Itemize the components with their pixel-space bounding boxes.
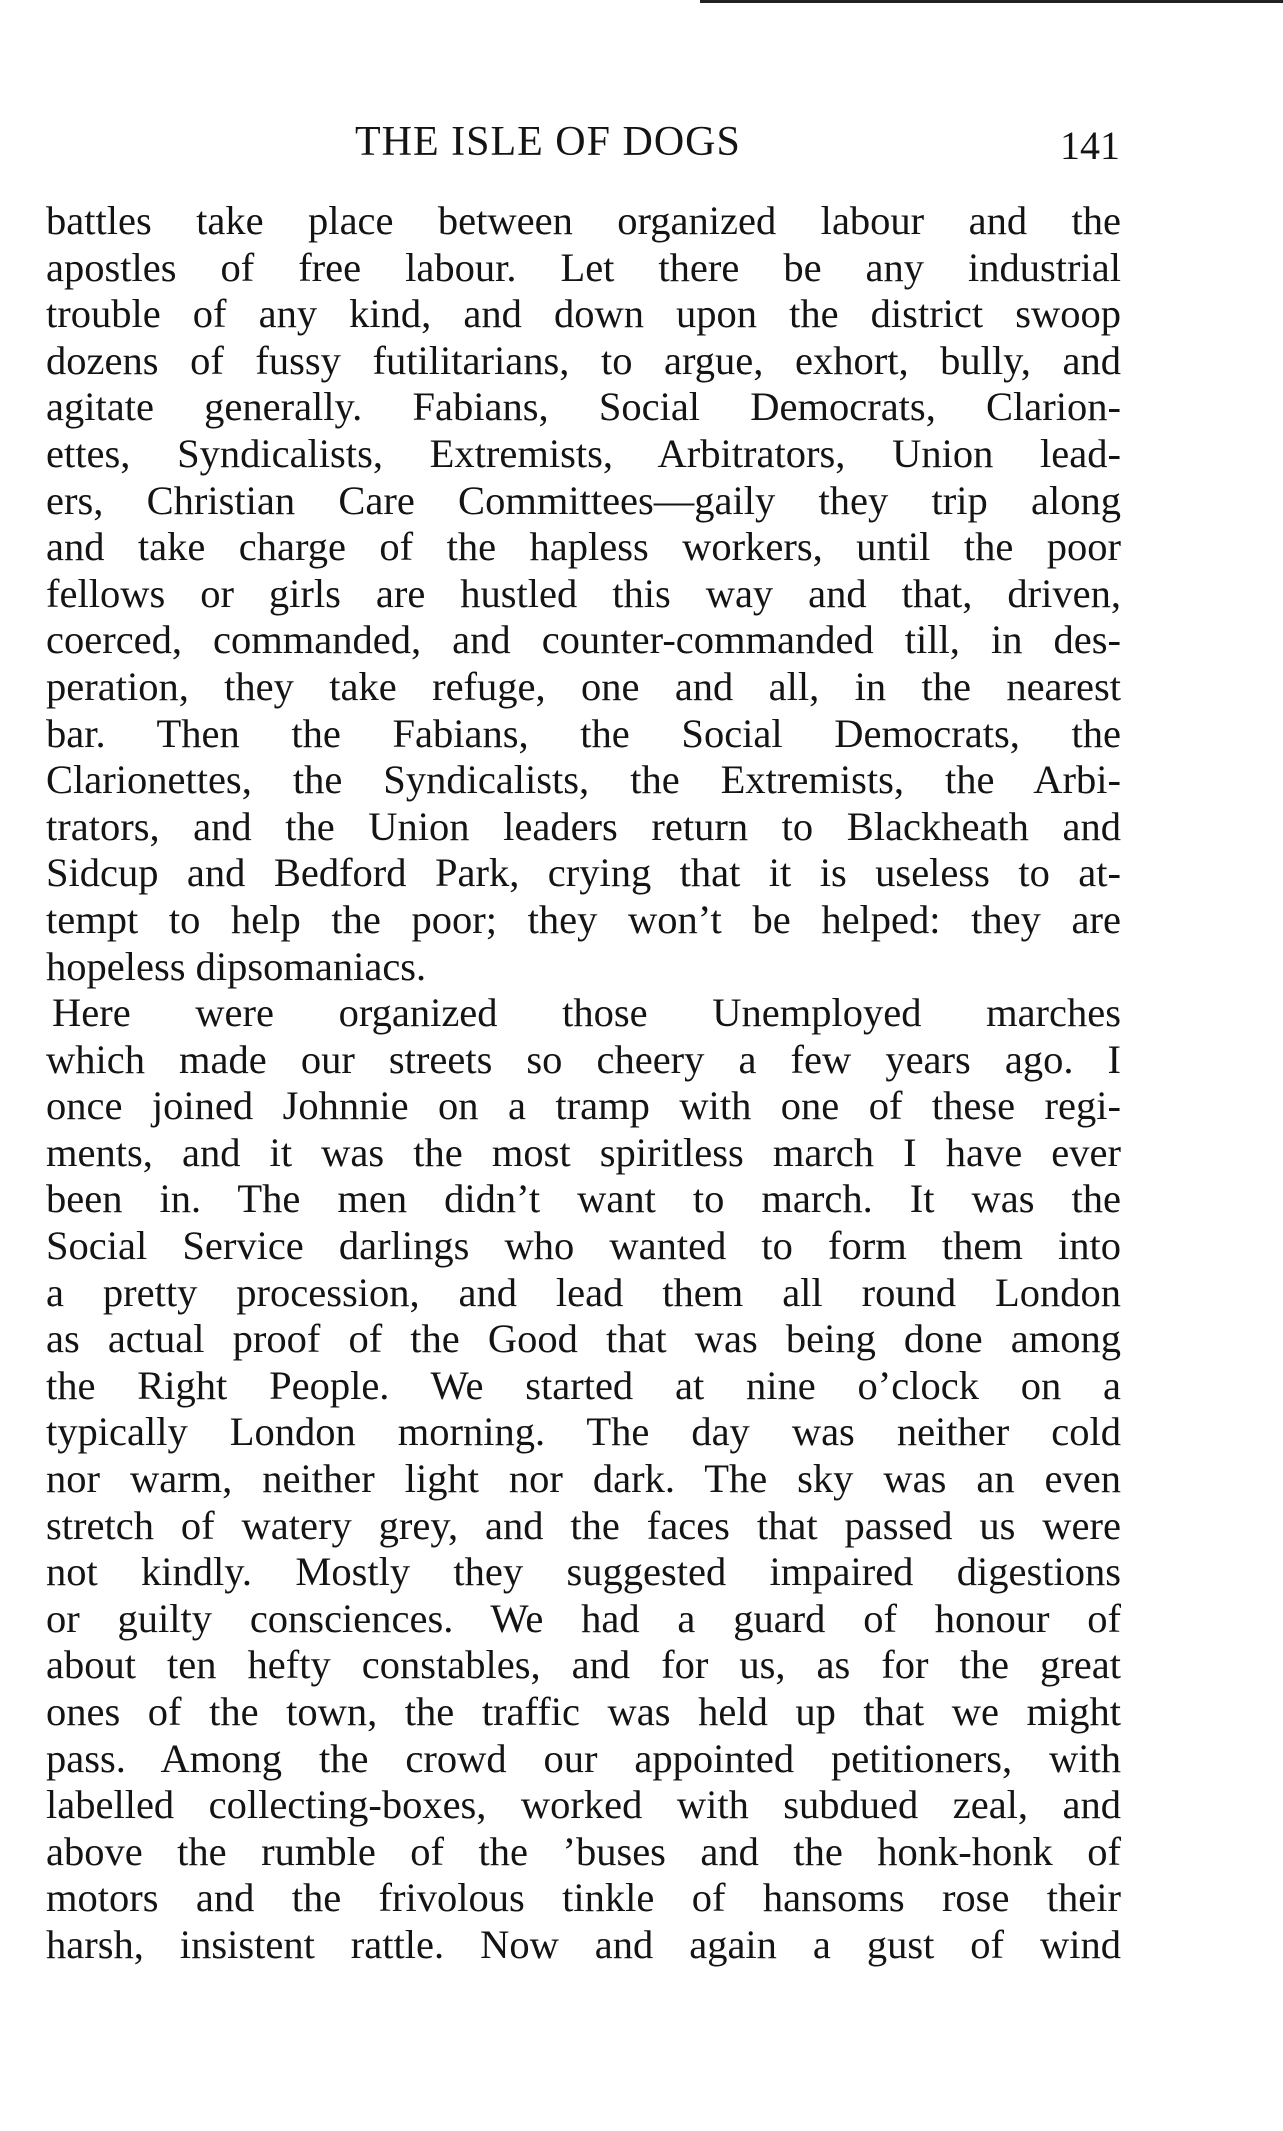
text-line: or guilty consciences. We had a guard of honour of [46, 1595, 1121, 1641]
running-title: THE ISLE OF DOGS [355, 119, 741, 165]
text-line: fellows or girls are hustled this way and that, driven, [46, 570, 1121, 616]
text-line: Social Service darlings who wanted to form them into [46, 1223, 1121, 1269]
text-line: nor warm, neither light nor dark. The sky was an even [46, 1456, 1121, 1502]
text-line: motors and the frivolous tinkle of hansoms rose their [46, 1875, 1121, 1921]
text-line: about ten hefty constables, and for us, as for the great [46, 1642, 1121, 1688]
text-line: tempt to help the poor; they won’t be helped: they are [46, 896, 1121, 942]
text-line: been in. The men didn’t want to march. It was the [46, 1176, 1121, 1222]
text-line: and take charge of the hapless workers, until the poor [46, 524, 1121, 570]
text-line: trators, and the Union leaders return to Blackheath and [46, 803, 1121, 849]
text-line: ettes, Syndicalists, Extremists, Arbitrators, Union lead- [46, 430, 1121, 476]
text-line: stretch of watery grey, and the faces that passed us were [46, 1502, 1121, 1548]
text-line: ers, Christian Care Committees—gaily they trip along [46, 477, 1121, 523]
text-line: a pretty procession, and lead them all round London [46, 1269, 1121, 1315]
paragraph-start-line: Here were organized those Unemployed marches [52, 990, 1121, 1036]
text-line: harsh, insistent rattle. Now and again a gust of wind [46, 1921, 1121, 1967]
body-text [46, 198, 1121, 1969]
text-line: peration, they take refuge, one and all, in the nearest [46, 663, 1121, 709]
text-line: battles take place between organized labour and the [46, 198, 1121, 243]
text-line: pass. Among the crowd our appointed petitioners, with [46, 1735, 1121, 1781]
page-number: 141 [1060, 123, 1120, 168]
text-line: typically London morning. The day was neither cold [46, 1409, 1121, 1455]
top-rule [700, 0, 1283, 3]
text-line: the Right People. We started at nine o’clock on a [46, 1362, 1121, 1408]
text-line: coerced, commanded, and counter-commanded till, in des- [46, 617, 1121, 663]
text-line: dozens of fussy futilitarians, to argue, exhort, bully, and [46, 337, 1121, 383]
paragraph-end-line: hopeless dipsomaniacs. [46, 943, 427, 989]
text-line: not kindly. Mostly they suggested impaired digestions [46, 1549, 1121, 1595]
text-line: apostles of free labour. Let there be any industrial [46, 244, 1121, 290]
text-line: bar. Then the Fabians, the Social Democrats, the [46, 710, 1121, 756]
text-line: as actual proof of the Good that was being done among [46, 1316, 1121, 1362]
text-line: labelled collecting-boxes, worked with subdued zeal, and [46, 1782, 1121, 1828]
text-line: Clarionettes, the Syndicalists, the Extremists, the Arbi- [46, 757, 1121, 803]
text-line: Sidcup and Bedford Park, crying that it is useless to at- [46, 850, 1121, 896]
text-line: which made our streets so cheery a few years ago. I [46, 1036, 1121, 1082]
text-line: above the rumble of the ’buses and the honk-honk of [46, 1828, 1121, 1874]
page-header [0, 118, 1283, 178]
text-line: agitate generally. Fabians, Social Democrats, Clarion- [46, 384, 1121, 430]
text-line: trouble of any kind, and down upon the district swoop [46, 291, 1121, 337]
text-line: once joined Johnnie on a tramp with one of these regi- [46, 1083, 1121, 1129]
text-line: ments, and it was the most spiritless march I have ever [46, 1129, 1121, 1175]
text-line: ones of the town, the traffic was held up that we might [46, 1689, 1121, 1734]
